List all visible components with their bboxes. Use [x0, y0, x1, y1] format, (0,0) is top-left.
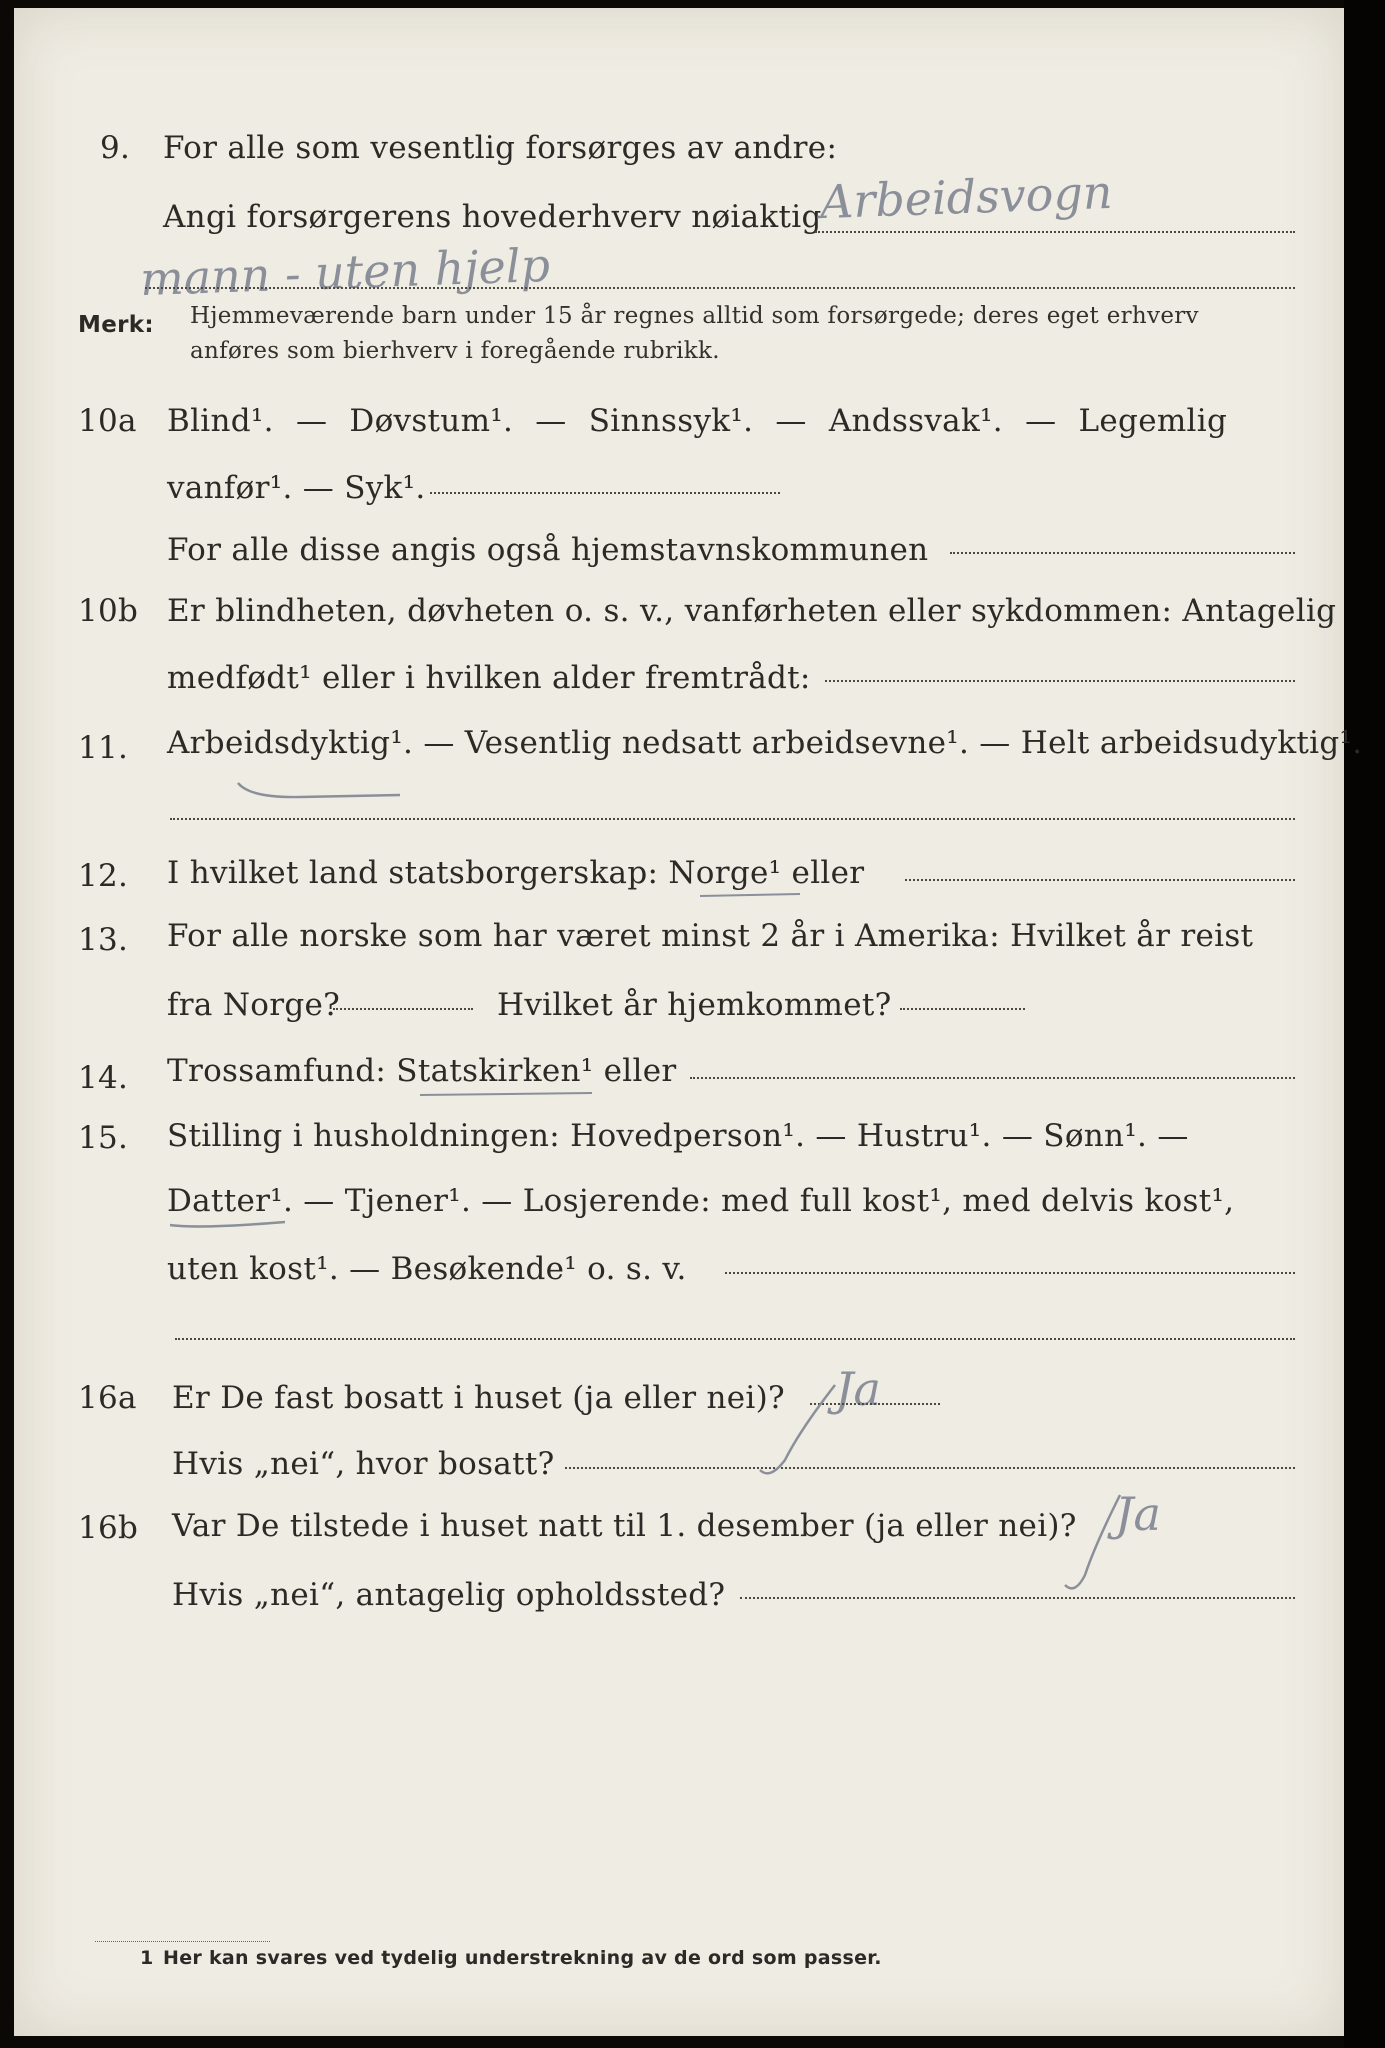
q15-text-line1: Stilling i husholdningen: Hovedperson¹. — Hustru¹. — Sønn¹. —: [167, 1118, 1189, 1154]
question-number-9: 9.: [100, 130, 131, 166]
q16b-text-line2: Hvis „nei“, antagelig opholdssted?: [172, 1577, 726, 1613]
question-number-13: 13.: [78, 922, 129, 958]
q15-text-line3: uten kost¹. — Besøkende¹ o. s. v.: [167, 1251, 687, 1287]
q9-text-line2: Angi forsørgerens hovederhverv nøiaktig: [163, 199, 822, 235]
merk-label: Merk:: [78, 312, 154, 338]
q16b-text-line1: Var De tilstede i huset natt til 1. desember (ja eller nei)?: [172, 1508, 1077, 1544]
q12-text-line1: I hvilket land statsborgerskap: Norge¹ eller: [167, 855, 865, 891]
question-number-16b: 16b: [78, 1510, 139, 1546]
q10a-text-line2: vanfør¹. — Syk¹.: [167, 470, 426, 506]
q10b-text-line2: medfødt¹ eller i hvilken alder fremtrådt:: [167, 660, 811, 696]
footnote-mark: 1: [140, 1947, 154, 1969]
q10b-text-line1: Er blindheten, døvheten o. s. v., vanførheten eller sykdommen: Antagelig: [167, 593, 1337, 629]
q15-text-line2: Datter¹. — Tjener¹. — Losjerende: med full kost¹, med delvis kost¹,: [167, 1183, 1235, 1219]
q10a-text-line1: Blind¹. — Døvstum¹. — Sinnssyk¹. — Andssvak¹. — Legemlig: [167, 403, 1228, 439]
underline-statskirken: [420, 1093, 592, 1095]
underline-arbeidsdyktig: [238, 783, 400, 797]
underline-norge: [700, 894, 800, 896]
q13-text-line2a: fra Norge?: [167, 987, 341, 1023]
q10a-text-line3: For alle disse angis også hjemstavnskommunen: [167, 532, 929, 568]
q9-handwritten-answer-1: Arbeidsvogn: [819, 164, 1114, 230]
stroke-16a-ja: [760, 1385, 835, 1473]
q14-text-line1: Trossamfund: Statskirken¹ eller: [167, 1053, 677, 1089]
question-number-10b: 10b: [78, 593, 139, 629]
q11-text-line1: Arbeidsdyktig¹. — Vesentlig nedsatt arbeidsevne¹. — Helt arbeidsudyktig¹.: [167, 725, 1363, 761]
question-number-16a: 16a: [78, 1380, 137, 1416]
merk-text-line2: anføres som bierhverv i foregående rubrikk.: [190, 338, 720, 364]
question-number-14: 14.: [78, 1060, 129, 1096]
q16a-handwritten-answer: Ja: [835, 1362, 881, 1416]
question-number-15: 15.: [78, 1120, 129, 1156]
q13-text-line2b: Hvilket år hjemkommet?: [497, 987, 892, 1023]
question-number-10a: 10a: [78, 403, 137, 439]
q16a-text-line1: Er De fast bosatt i huset (ja eller nei)?: [172, 1380, 785, 1416]
q9-text-line1: For alle som vesentlig forsørges av andre:: [163, 130, 838, 166]
q13-text-line1: For alle norske som har været minst 2 år i Amerika: Hvilket år reist: [167, 918, 1254, 954]
q16b-handwritten-answer: Ja: [1115, 1487, 1161, 1541]
underline-datter: [170, 1222, 285, 1226]
q9-handwritten-answer-2: mann - uten hjelp: [139, 237, 551, 307]
question-number-12: 12.: [78, 858, 129, 894]
merk-text-line1: Hjemmeværende barn under 15 år regnes alltid som forsørgede; deres eget erhverv: [190, 303, 1199, 329]
footnote-text: Her kan svares ved tydelig understrekning av de ord som passer.: [163, 1947, 882, 1969]
stroke-16b-ja: [1065, 1495, 1120, 1588]
question-number-11: 11.: [78, 730, 129, 766]
q16a-text-line2: Hvis „nei“, hvor bosatt?: [172, 1446, 555, 1482]
